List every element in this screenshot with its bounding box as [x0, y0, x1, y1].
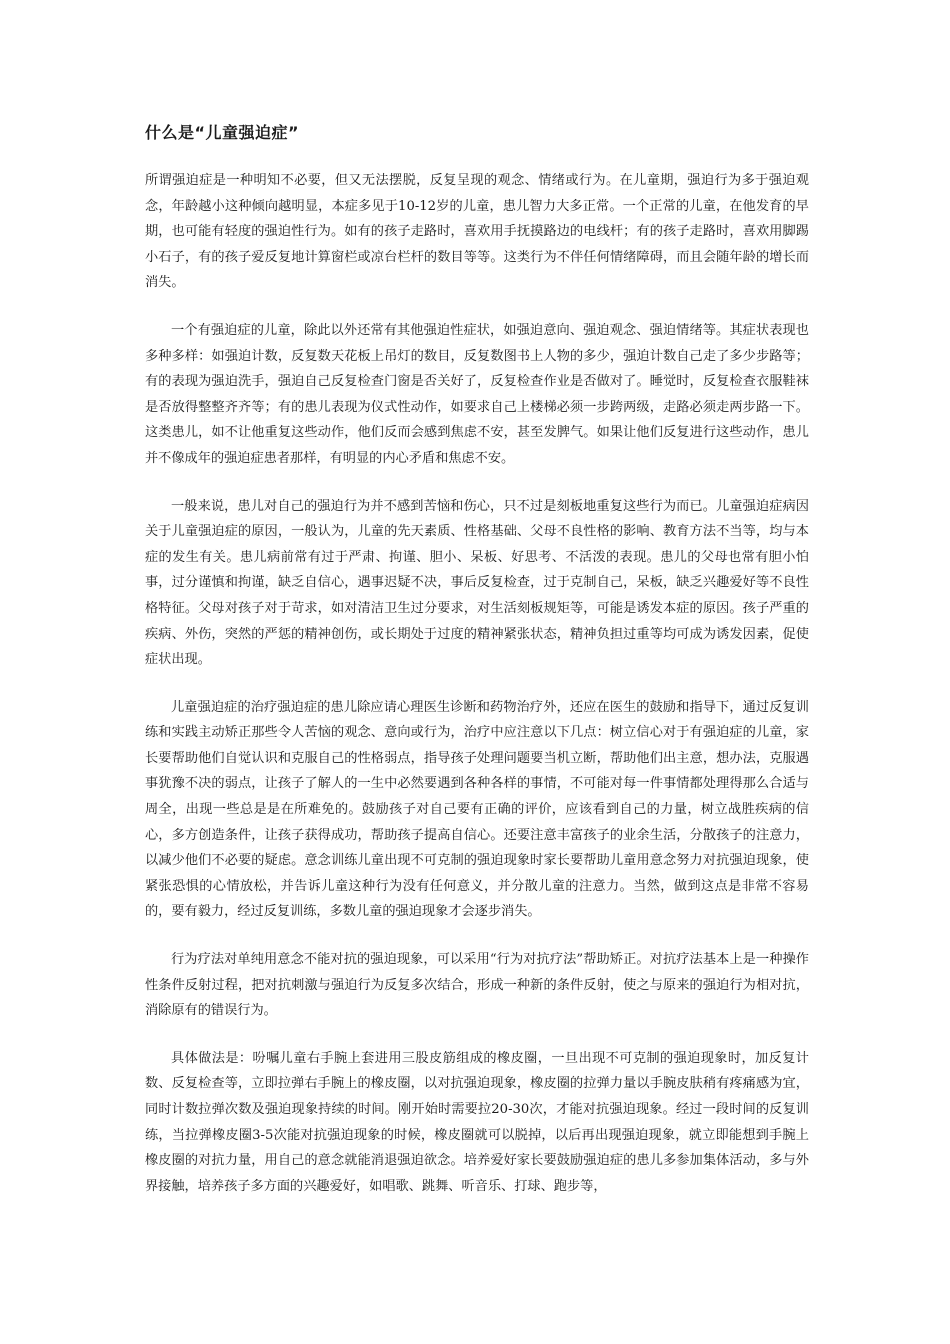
paragraph-causes: 一般来说，患儿对自己的强迫行为并不感到苦恼和伤心，只不过是刻板地重复这些行为而已。儿童强迫症病因关于儿童强迫症的原因，一般认为，儿童的先天素质、性格基础、父母不良性格的影响、教育方法不当等，均与本症的发生有关。患儿病前常有过于严肃、拘谨、胆小、呆板、好思考、不活泼的表现。患儿的父母也常有胆小怕事，过分谨慎和拘谨，缺乏自信心，遇事迟疑不决，事后反复检查，过于克制自己，呆板，缺乏兴趣爱好等不良性格特征。父母对孩子对于苛求，如对清洁卫生过分要求，对生活刻板规矩等，可能是诱发本症的原因。孩子严重的疾病、外伤，突然的严惩的精神创伤，或长期处于过度的精神紧张状态，精神负担过重等均可成为诱发因素，促使症状出现。 — [145, 498, 809, 668]
paragraph-behavior-therapy: 行为疗法对单纯用意念不能对抗的强迫现象，可以采用“行为对抗疗法”帮助矫正。对抗疗法基本上是一种操作性条件反射过程，把对抗刺激与强迫行为反复多次结合，形成一种新的条件反射，使之与原来的强迫行为相对抗，消除原有的错误行为。 — [145, 952, 809, 1019]
paragraph-method: 具体做法是：吩嘱儿童右手腕上套进用三股皮筋组成的橡皮圈，一旦出现不可克制的强迫现象时，加反复计数、反复检查等，立即拉弹右手腕上的橡皮圈，以对抗强迫现象，橡皮圈的拉弹力量以手腕皮肤稍有疼痛感为宜，同时计数拉弹次数及强迫现象持续的时间。刚开始时需要拉20-30次，才能对抗强迫现象。经过一段时间的反复训练，当拉弹橡皮圈3-5次能对抗强迫现象的时候，橡皮圈就可以脱掉，以后再出现强迫现象，就立即能想到手腕上橡皮圈的对抗力量，用自己的意念就能消退强迫欲念。培养爱好家长要鼓励强迫症的患儿多参加集体活动，多与外界接触，培养孩子多方面的兴趣爱好，如唱歌、跳舞、听音乐、打球、跑步等， — [145, 1050, 809, 1194]
paragraph-symptoms: 一个有强迫症的儿童，除此以外还常有其他强迫性症状，如强迫意向、强迫观念、强迫情绪等。其症状表现也多种多样：如强迫计数，反复数天花板上吊灯的数目，反复数图书上人物的多少，强迫计数自己走了多少步路等；有的表现为强迫洗手，强迫自己反复检查门窗是否关好了，反复检查作业是否做对了。睡觉时，反复检查衣服鞋袜是否放得整整齐齐等；有的患儿表现为仪式性动作，如要求自己上楼梯必须一步跨两级，走路必须走两步路一下。这类患儿，如不让他重复这些动作，他们反而会感到焦虑不安，甚至发脾气。如果让他们反复进行这些动作，患儿并不像成年的强迫症患者那样，有明显的内心矛盾和焦虑不安。 — [145, 322, 809, 466]
paragraph-treatment: 儿童强迫症的治疗强迫症的患儿除应请心理医生诊断和药物治疗外，还应在医生的鼓励和指导下，通过反复训练和实践主动矫正那些令人苦恼的观念、意向或行为，治疗中应注意以下几点：树立信心对于有强迫症的儿童，家长要帮助他们自觉认识和克服自己的性格弱点，指导孩子处理问题要当机立断，帮助他们出主意，想办法，克服遇事犹豫不决的弱点，让孩子了解人的一生中必然要遇到各种各样的事情，不可能对每一件事情都处理得那么合适与周全，出现一些总是是在所难免的。鼓励孩子对自己要有正确的评价，应该看到自己的力量，树立战胜疾病的信心，多方创造条件，让孩子获得成功，帮助孩子提高自信心。还要注意丰富孩子的业余生活，分散孩子的注意力，以减少他们不必要的疑虑。意念训练儿童出现不可克制的强迫现象时家长要帮助儿童用意念努力对抗强迫现象，使紧张恐惧的心情放松，并告诉儿童这种行为没有任何意义，并分散儿童的注意力。当然，做到这点是非常不容易的，要有毅力，经过反复训练，多数儿童的强迫现象才会逐步消失。 — [145, 699, 809, 920]
document-title: 什么是“儿童强迫症” — [145, 123, 300, 142]
document-page — [145, 118, 809, 1221]
paragraph-definition: 所谓强迫症是一种明知不必要，但又无法摆脱，反复呈现的观念、情绪或行为。在儿童期，强迫行为多于强迫观念，年龄越小这种倾向越明显，本症多见于10-12岁的儿童，患儿智力大多正常。一个正常的儿童，在他发育的早期，也可能有轻度的强迫性行为。如有的孩子走路时，喜欢用手抚摸路边的电线杆；有的孩子走路时，喜欢用脚踢小石子，有的孩子爱反复地计算窗栏或凉台栏杆的数目等等。这类行为不伴任何情绪障碍，而且会随年龄的增长而消失。 — [145, 173, 809, 291]
